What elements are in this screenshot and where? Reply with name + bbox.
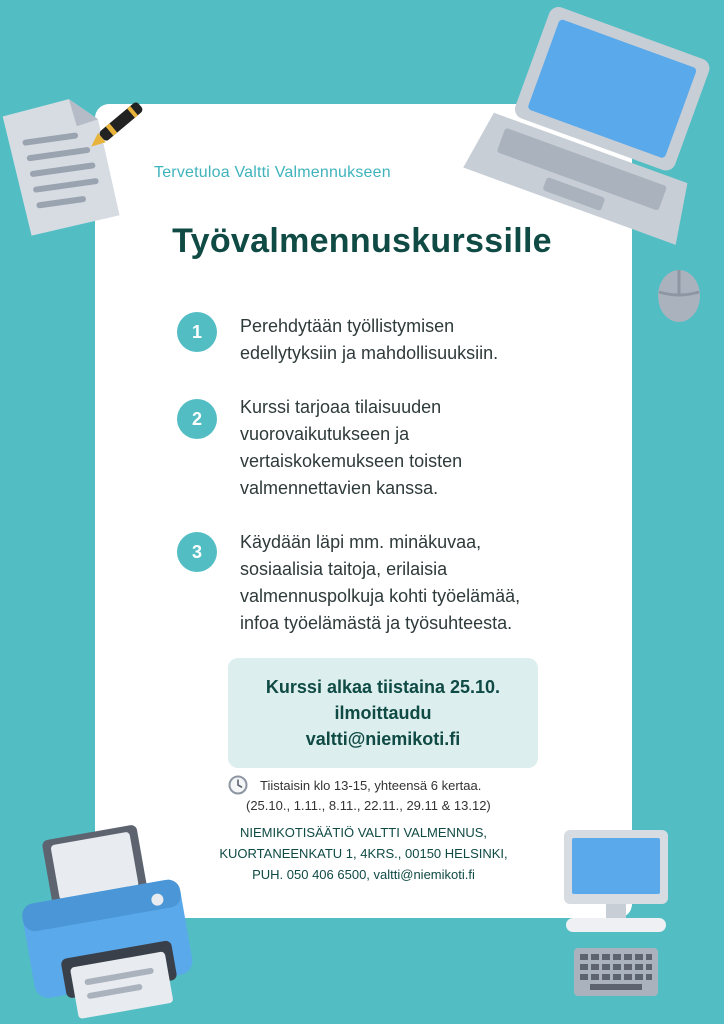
step-2-line: valmennettavien kanssa.	[240, 478, 439, 498]
step-2-line: Kurssi tarjoaa tilaisuuden	[240, 397, 442, 417]
step-3-text	[240, 529, 570, 637]
laptop-icon	[474, 20, 714, 250]
start-date-text: Kurssi alkaa tiistaina 25.10.	[265, 677, 501, 697]
contact-info	[95, 822, 632, 885]
page-title: Työvalmennuskurssille	[172, 222, 552, 260]
step-3-line: valmennuspolkuja kohti työelämää,	[240, 586, 521, 606]
clock-icon	[228, 775, 248, 795]
schedule-dates: (25.10., 1.11., 8.11., 22.11., 29.11 & 13.12)	[246, 798, 491, 813]
step-1-line: Perehdytään työllistymisen	[240, 316, 455, 336]
step-3-line: sosiaalisia taitoja, erilaisia	[240, 559, 448, 579]
mouse-icon	[655, 268, 705, 324]
step-1-line: edellytyksiin ja mahdollisuuksiin.	[240, 343, 499, 363]
contact-organization: NIEMIKOTISÄÄTIÖ VALTTI VALMENNUS,	[239, 825, 488, 840]
contact-phone-email: PUH. 050 406 6500, valtti@niemikoti.fi	[252, 867, 475, 882]
register-text: ilmoittaudu	[334, 703, 432, 723]
step-2-text	[240, 394, 570, 502]
contact-address: KUORTANEENKATU 1, 4KRS., 00150 HELSINKI,	[219, 846, 508, 861]
registration-email-link[interactable]: valtti@niemikoti.fi	[305, 729, 461, 749]
subtitle: Tervetuloa Valtti Valmennukseen	[154, 164, 391, 181]
document-pen-icon	[0, 95, 160, 235]
schedule-line: Tiistaisin klo 13-15, yhteensä 6 kertaa.	[260, 778, 482, 793]
step-3-line: Käydään läpi mm. minäkuvaa,	[240, 532, 482, 552]
step-3-line: infoa työelämästä ja työsuhteesta.	[240, 613, 513, 633]
step-2-line: vuorovaikutukseen ja	[240, 424, 410, 444]
step-2-line: vertaiskokemukseen toisten	[240, 451, 463, 471]
step-2-number: 2	[177, 399, 217, 439]
registration-box	[228, 658, 538, 768]
step-1-text	[240, 313, 570, 367]
step-3-number: 3	[177, 532, 217, 572]
step-1-number: 1	[177, 312, 217, 352]
